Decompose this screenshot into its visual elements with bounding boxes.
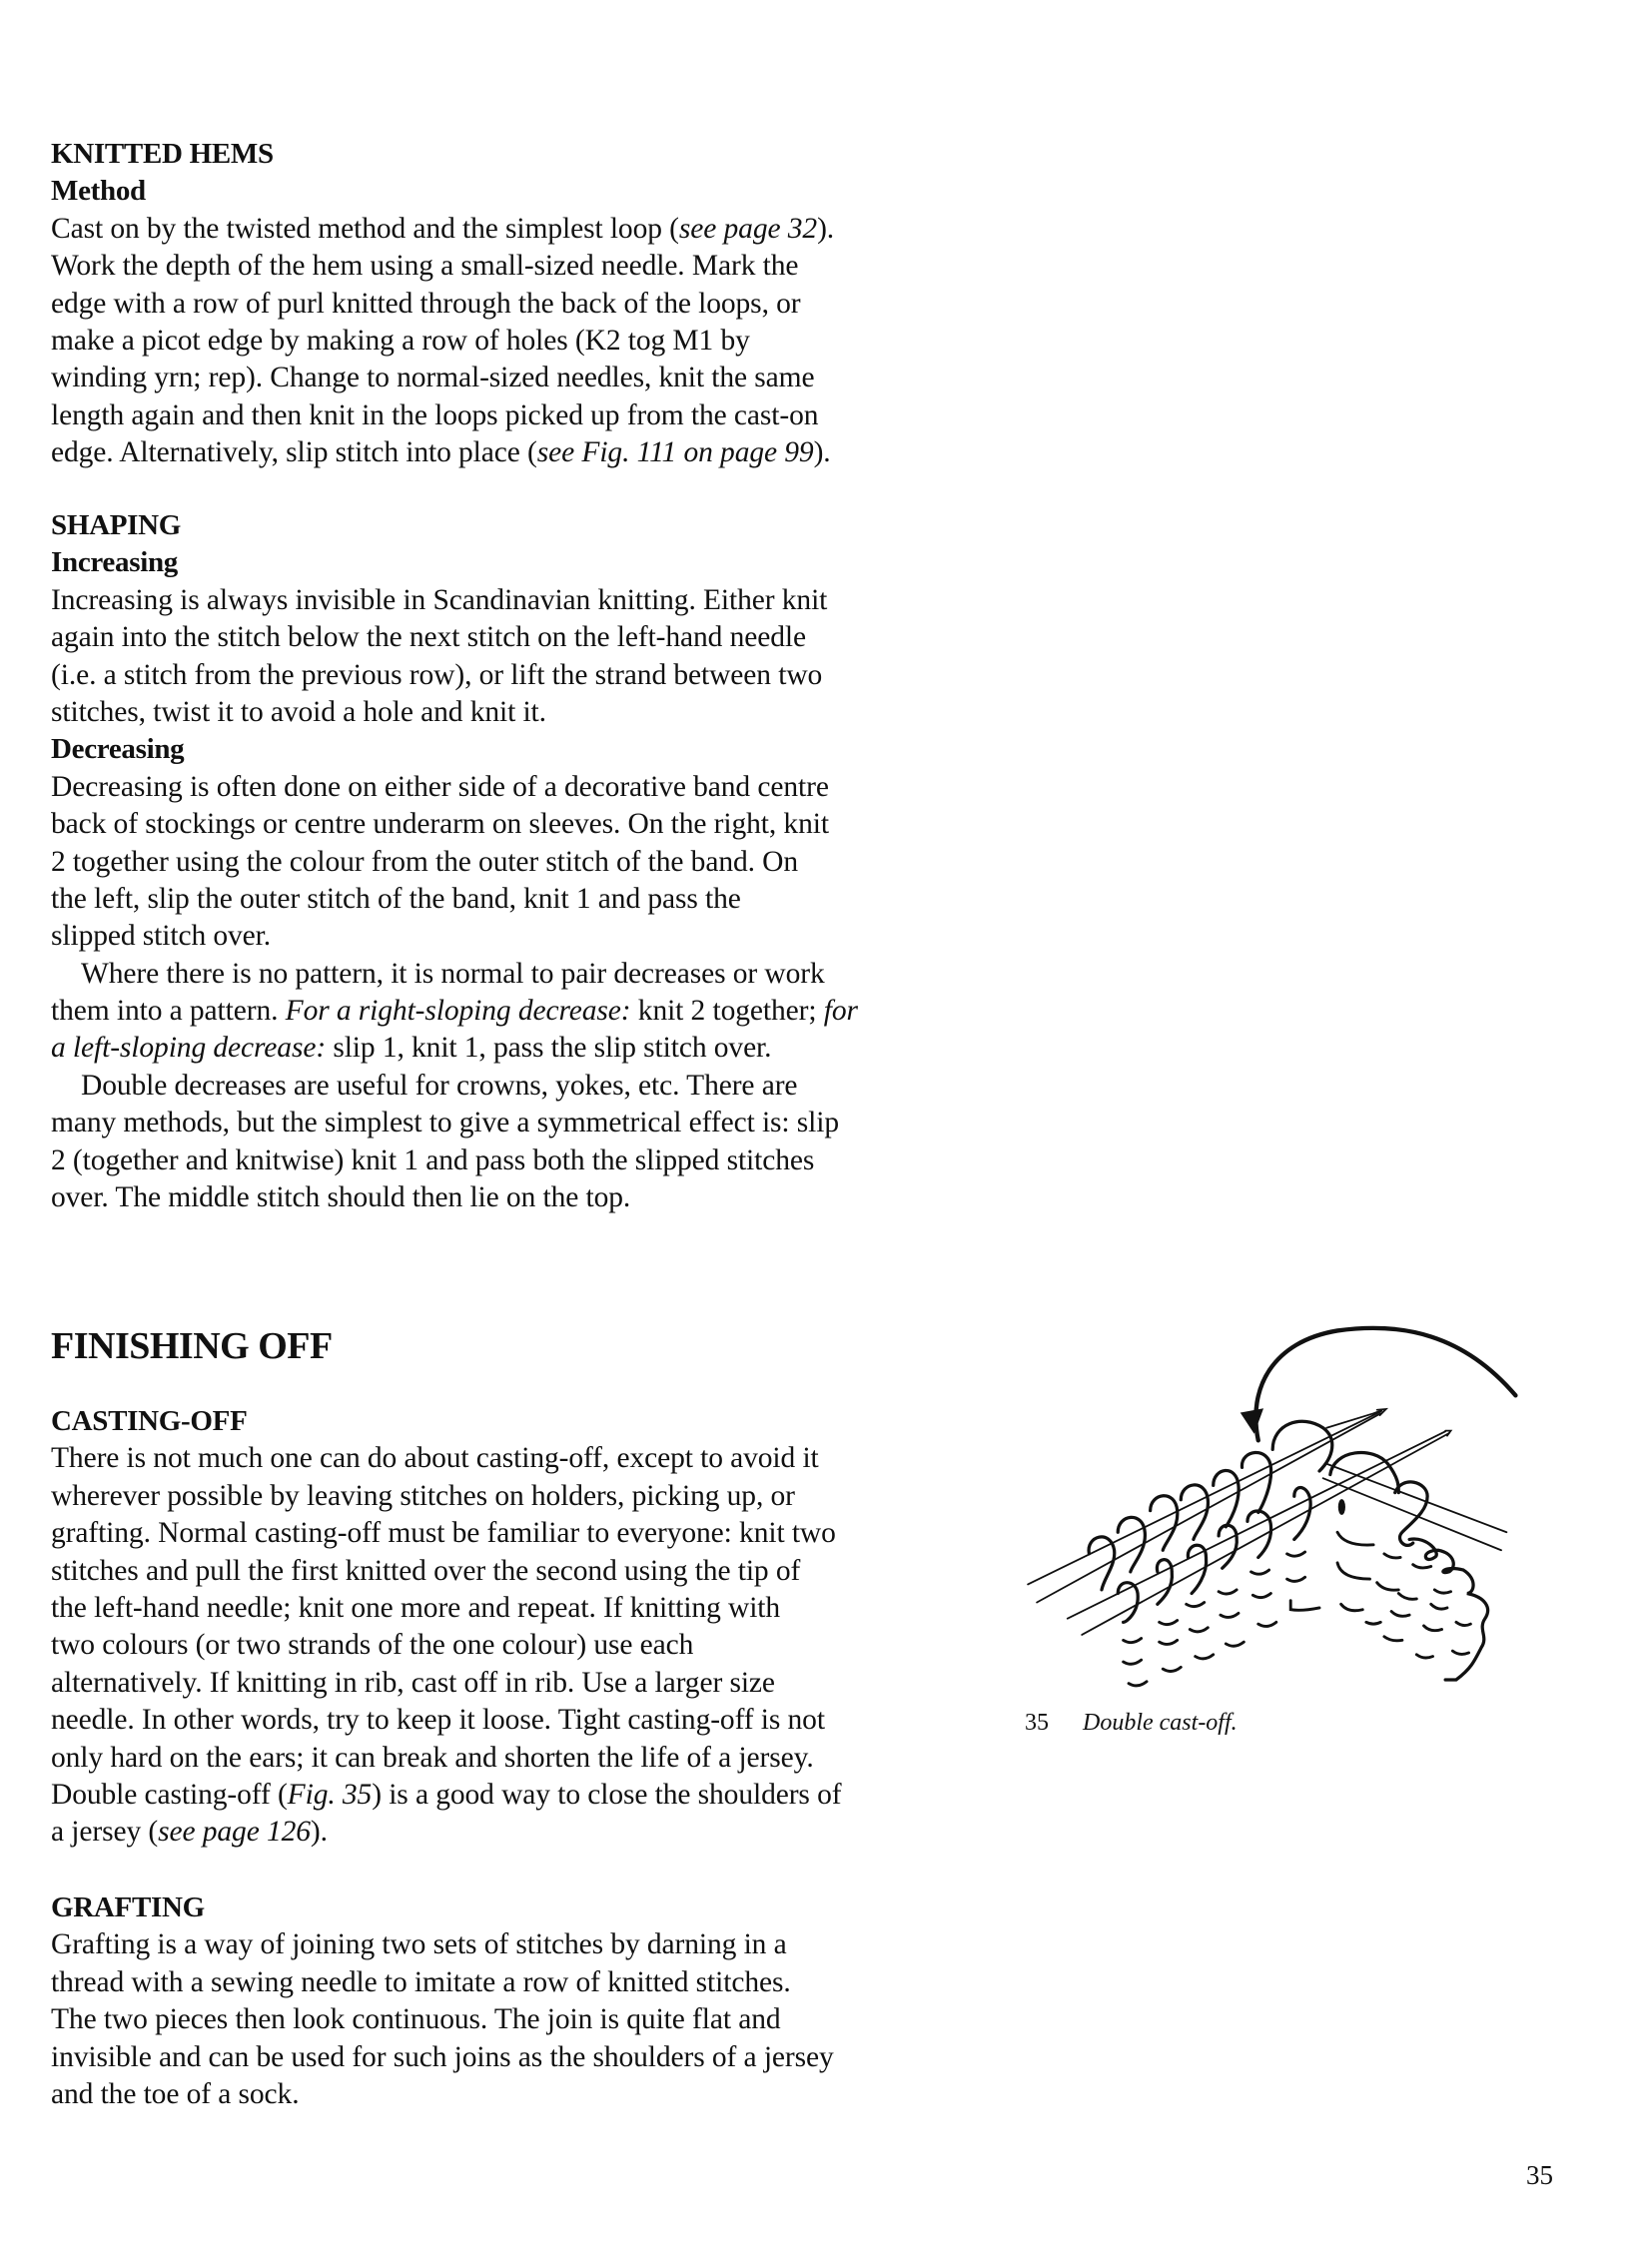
text-line [51,1814,1010,1851]
italic-reference: see Fig. 111 on page 99 [536,436,814,469]
italic-reference: for [823,995,858,1028]
text-line [51,1702,1010,1739]
text-line [51,1665,1010,1702]
text-run: the left, slip the outer stitch of the band, knit 1 and pass the [51,882,741,915]
text-run: slipped stitch over. [51,920,272,953]
paragraph [51,769,1010,1217]
text-run: There is not much one can do about casting-off, except to avoid it [51,1442,819,1475]
text-line [51,619,1010,656]
text-run: over. The middle stitch should then lie on the top. [51,1181,631,1214]
text-run: two colours (or two strands of the one colour) use each [51,1629,694,1662]
text-run: stitches, twist it to avoid a hole and knit it. [51,695,546,728]
text-run: Cast on by the twisted method and the simplest loop ( [51,212,679,245]
italic-reference: a left-sloping decrease: [51,1032,327,1065]
text-line [51,956,1010,993]
italic-reference: see page 32 [678,212,818,245]
text-line [51,769,1010,806]
text-line [51,657,1010,694]
text-run: stitches and pull the first knitted over the second using the tip of [51,1554,801,1587]
text-line [51,2076,1010,2113]
text-line [51,2001,1010,2038]
text-run: alternatively. If knitting in rib, cast off in rib. Use a larger size [51,1666,775,1699]
section-shaping [51,507,1010,1216]
text-run: slip 1, knit 1, pass the slip stitch over. [326,1032,772,1065]
text-line [51,1740,1010,1777]
text-line [51,582,1010,619]
italic-reference: For a right-sloping decrease: [285,995,631,1028]
text-line [51,2039,1010,2076]
text-line [51,918,1010,955]
text-line [51,1440,1010,1477]
text-line [51,993,1010,1030]
text-run: 2 together using the colour from the outer stitch of the band. On [51,845,799,878]
text-run: ). [817,212,835,245]
text-line [51,881,1010,918]
text-run: Increasing is always invisible in Scandinavian knitting. Either knit [51,583,828,616]
text-run: ). [310,1816,328,1849]
text-line [51,1553,1010,1590]
text-line [51,806,1010,843]
text-line [51,397,1010,434]
double-cast-off-illustration-icon [1013,1298,1572,1698]
text-run: again into the stitch below the next stitch on the left-hand needle [51,621,806,654]
subheading-increasing: Increasing [51,546,178,579]
text-run: Double decreases are useful for crowns, yokes, etc. There are [81,1069,798,1102]
text-run: edge. Alternatively, slip stitch into place ( [51,436,537,469]
text-line [51,1590,1010,1627]
section-knitted-hems [51,136,1010,472]
text-run: knit 2 together; [630,995,824,1028]
section-casting-off [51,1403,1010,1852]
text-run: Where there is no pattern, it is normal to pair decreases or work [81,957,825,990]
italic-reference: Fig. 35 [287,1778,373,1811]
text-line [51,694,1010,731]
chapter-heading: FINISHING OFF [51,1325,333,1367]
text-line [51,211,1010,248]
figure-caption: Double cast-off. [1083,1710,1238,1736]
text-run: thread with a sewing needle to imitate a row of knitted stitches. [51,1965,791,1998]
text-run: length again and then knit in the loops picked up from the cast-on [51,398,819,431]
text-run: ) is a good way to close the shoulders of [372,1778,842,1811]
paragraph [51,582,1010,732]
text-run: Grafting is a way of joining two sets of stitches by darning in a [51,1928,787,1961]
italic-reference: see page 126 [158,1816,311,1849]
text-run: ). [813,436,831,469]
text-line [51,1515,1010,1552]
section-heading: SHAPING [51,509,182,541]
text-line [51,1030,1010,1067]
text-line [51,844,1010,881]
text-line [51,434,1010,471]
text-run: (i.e. a stitch from the previous row), or lift the strand between two [51,658,823,691]
text-run: edge with a row of purl knitted through the back of the loops, or [51,287,801,320]
text-line [51,1105,1010,1141]
text-run: 2 (together and knitwise) knit 1 and pass both the slipped stitches [51,1143,815,1176]
text-run: The two pieces then look continuous. The join is quite flat and [51,2003,781,2036]
text-run: make a picot edge by making a row of holes (K2 tog M1 by [51,324,750,357]
subheading-decreasing: Decreasing [51,733,185,766]
text-line [51,1142,1010,1179]
text-line [51,1478,1010,1515]
section-heading: KNITTED HEMS [51,138,274,170]
text-run: Decreasing is often done on either side of a decorative band centre [51,770,829,803]
text-line [51,1777,1010,1814]
paragraph [51,1926,1010,2113]
text-run: Work the depth of the hem using a small-sized needle. Mark the [51,250,799,283]
paragraph [51,1440,1010,1851]
page-number: 35 [1526,2160,1553,2190]
text-run: the left-hand needle; knit one more and repeat. If knitting with [51,1591,781,1624]
text-line [51,1926,1010,1963]
text-run: invisible and can be used for such joins as the shoulders of a jersey [51,2040,834,2073]
section-heading: CASTING-OFF [51,1405,248,1437]
text-line [51,248,1010,285]
section-grafting [51,1889,1010,2113]
text-line [51,1964,1010,2001]
text-line [51,1179,1010,1216]
subheading-method: Method [51,175,146,208]
text-run: many methods, but the simplest to give a symmetrical effect is: slip [51,1107,840,1139]
text-run: a jersey ( [51,1816,159,1849]
text-line [51,360,1010,396]
text-line [51,1627,1010,1664]
text-run: only hard on the ears; it can break and shorten the life of a jersey. [51,1741,814,1774]
section-heading: GRAFTING [51,1891,205,1923]
text-run: needle. In other words, try to keep it loose. Tight casting-off is not [51,1704,825,1737]
text-run: them into a pattern. [51,995,286,1028]
text-line [51,1068,1010,1105]
text-run: winding yrn; rep). Change to normal-sized needles, knit the same [51,362,815,394]
text-run: grafting. Normal casting-off must be familiar to everyone: knit two [51,1517,836,1550]
text-run: back of stockings or centre underarm on sleeves. On the right, knit [51,808,829,841]
figure-number: 35 [1025,1710,1049,1736]
text-line [51,286,1010,323]
text-run: Double casting-off ( [51,1778,288,1811]
text-run: wherever possible by leaving stitches on holders, picking up, or [51,1479,795,1512]
text-line [51,323,1010,360]
paragraph [51,211,1010,472]
text-run: and the toe of a sock. [51,2077,300,2110]
